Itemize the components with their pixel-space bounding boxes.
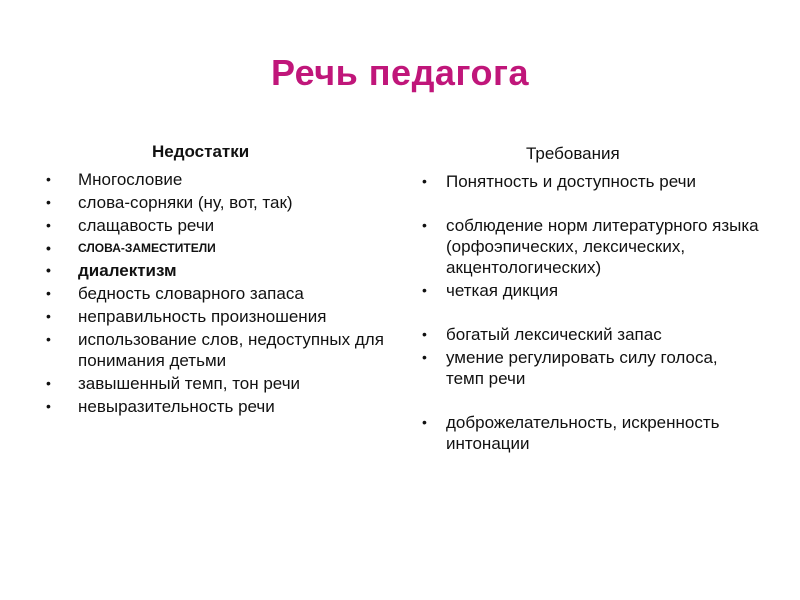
list-item: • диалектизм: [46, 261, 177, 280]
list-item: • Понятность и доступность речи: [422, 172, 696, 191]
list-item: • неправильность произношения: [46, 307, 327, 326]
list-item: • СЛОВА-ЗАМЕСТИТЕЛИ: [46, 240, 216, 256]
bullet-icon: •: [46, 285, 51, 301]
list-item: • Многословие: [46, 170, 183, 189]
bullet-icon: •: [46, 262, 51, 278]
list-item: • богатый лексический запас: [422, 325, 662, 344]
list-item: • завышенный темп, тон речи: [46, 374, 301, 393]
bullet-icon: •: [422, 217, 427, 233]
shortcomings-list: [40, 169, 390, 417]
bullet-icon: •: [46, 194, 51, 210]
bullet-icon: •: [46, 171, 51, 187]
list-item: • соблюдение норм литературного языка (орфоэпических, лексических, акцентологических): [422, 216, 759, 277]
list-item: • слащавость речи: [46, 216, 215, 235]
list-item: • невыразительность речи: [46, 397, 275, 416]
bullet-icon: •: [46, 240, 51, 256]
bullet-icon: •: [46, 375, 51, 391]
bullet-icon: •: [46, 331, 51, 347]
list-item: • бедность словарного запаса: [46, 284, 304, 303]
bullet-icon: •: [422, 282, 427, 298]
list-item: • использование слов, недоступных для понимания детьми: [46, 330, 384, 370]
list-item: • умение регулировать силу голоса, темп речи: [422, 348, 718, 388]
list-item: • слова-сорняки (ну, вот, так): [46, 193, 293, 212]
bullet-icon: •: [46, 398, 51, 414]
shortcomings-heading: Недостатки: [152, 142, 250, 161]
list-item: • четкая дикция: [422, 281, 559, 300]
bullet-icon: •: [422, 173, 427, 189]
bullet-icon: •: [46, 308, 51, 324]
requirements-list: [420, 171, 760, 454]
shortcomings-column: [40, 140, 390, 419]
requirements-heading: Требования: [526, 144, 620, 163]
bullet-icon: •: [422, 326, 427, 342]
list-item: • доброжелательность, искренность интонации: [422, 413, 720, 453]
requirements-column: [420, 142, 760, 456]
bullet-icon: •: [422, 349, 427, 365]
bullet-icon: •: [422, 414, 427, 430]
slide-title: Речь педагога: [271, 52, 529, 93]
bullet-icon: •: [46, 217, 51, 233]
